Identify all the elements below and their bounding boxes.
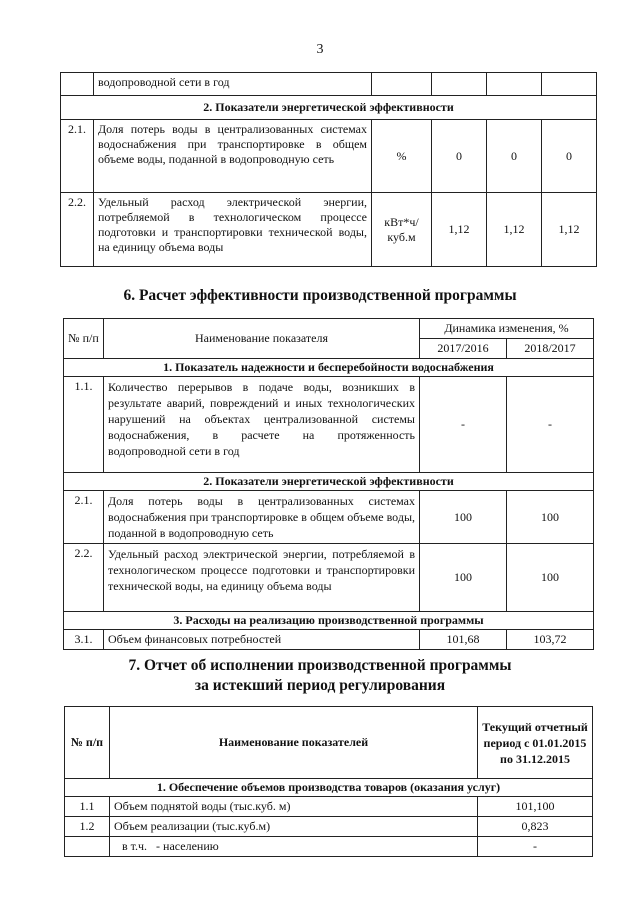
report-table <box>64 706 593 857</box>
section-6-title: 6. Расчет эффективности производственной программы <box>123 287 517 304</box>
table-cell: водопроводной сети в год <box>94 73 372 96</box>
row-number: 2.1. <box>64 491 104 544</box>
row-name: Доля потерь воды в централизованных системах водоснабжения при транспортировке в общем объеме воды, поданной в водопроводную сеть <box>104 491 420 544</box>
section-7-title-line1: 7. Отчет об исполнении производственной программы <box>128 657 512 674</box>
row-name: Доля потерь воды в централизованных системах водоснабжения при транспортировке в общем объеме воды, поданной в водопроводную сеть <box>94 120 372 193</box>
row-value: 0 <box>487 120 542 193</box>
header-name: Наименование показателя <box>104 319 420 359</box>
row-name: Удельный расход электрической энергии, потребляемой в технологическом процессе подготовки и транспортировки технической воды, на единицу объема воды <box>104 544 420 612</box>
row-number: 1.2 <box>65 817 110 837</box>
row-name: Удельный расход электрической энергии, потребляемой в технологическом процессе подготовки и транспортировки технической воды, на единицу объема воды <box>94 193 372 267</box>
section-title: 3. Расходы на реализацию производственной программы <box>64 612 594 630</box>
header-num: № п/п <box>65 707 110 779</box>
header-period: Текущий отчетный период с 01.01.2015 по 31.12.2015 <box>478 707 593 779</box>
table-cell <box>61 73 94 96</box>
header-year: 2018/2017 <box>507 339 594 359</box>
header-dynamics: Динамика изменения, % <box>420 319 594 339</box>
row-value: 101,68 <box>420 630 507 650</box>
row-number: 2.2. <box>64 544 104 612</box>
efficiency-table <box>63 318 594 650</box>
row-value: 1,12 <box>487 193 542 267</box>
header-year: 2017/2016 <box>420 339 507 359</box>
row-value: 1,12 <box>432 193 487 267</box>
row-name: Объем реализации (тыс.куб.м) <box>110 817 478 837</box>
indicators-table-continued <box>60 72 597 267</box>
row-value: - <box>420 377 507 473</box>
row-name: Объем поднятой воды (тыс.куб. м) <box>110 797 478 817</box>
row-name: Количество перерывов в подаче воды, возникших в результате аварий, повреждений и иных технологических нарушений на объектах централизованной системы водоснабжения, в расчете на протяженность водопроводной сети в год <box>104 377 420 473</box>
row-value: 100 <box>420 544 507 612</box>
section-title: 2. Показатели энергетической эффективности <box>61 96 597 120</box>
row-value: 100 <box>507 491 594 544</box>
table-cell <box>372 73 432 96</box>
header-num: № п/п <box>64 319 104 359</box>
row-number: 1.1 <box>65 797 110 817</box>
header-name: Наименование показателей <box>110 707 478 779</box>
page-number: 3 <box>316 42 324 57</box>
row-number: 1.1. <box>64 377 104 473</box>
row-unit: % <box>372 120 432 193</box>
row-number <box>65 837 110 857</box>
section-7-title-line2: за истекший период регулирования <box>194 677 446 694</box>
row-number: 2.2. <box>61 193 94 267</box>
row-value: 1,12 <box>542 193 597 267</box>
table-cell <box>432 73 487 96</box>
row-value: 100 <box>420 491 507 544</box>
row-value: 0,823 <box>478 817 593 837</box>
row-name: в т.ч. - населению <box>110 837 478 857</box>
row-number: 2.1. <box>61 120 94 193</box>
row-value: - <box>507 377 594 473</box>
table-cell <box>542 73 597 96</box>
row-value: 0 <box>542 120 597 193</box>
row-value: 103,72 <box>507 630 594 650</box>
row-value: - <box>478 837 593 857</box>
section-title: 2. Показатели энергетической эффективности <box>64 473 594 491</box>
row-name: Объем финансовых потребностей <box>104 630 420 650</box>
section-title: 1. Обеспечение объемов производства товаров (оказания услуг) <box>65 779 593 797</box>
section-title: 1. Показатель надежности и бесперебойности водоснабжения <box>64 359 594 377</box>
row-unit: кВт*ч/ куб.м <box>372 193 432 267</box>
table-cell <box>487 73 542 96</box>
row-value: 100 <box>507 544 594 612</box>
row-value: 101,100 <box>478 797 593 817</box>
row-value: 0 <box>432 120 487 193</box>
row-number: 3.1. <box>64 630 104 650</box>
